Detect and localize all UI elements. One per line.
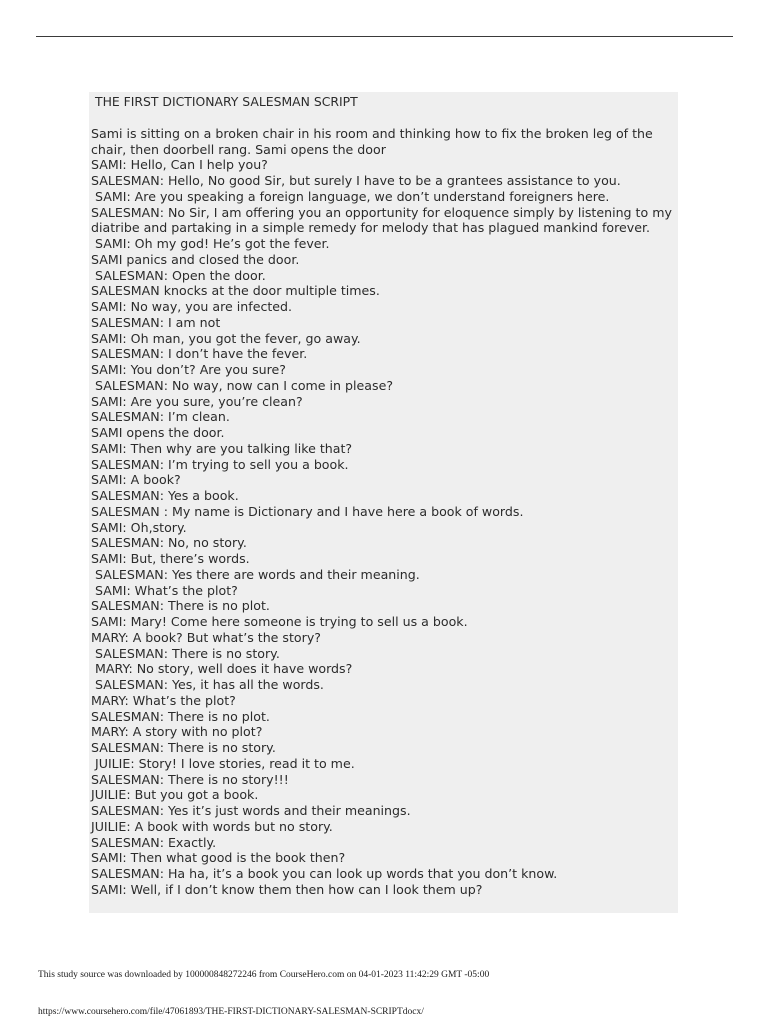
script-line: MARY: A book? But what’s the story? (91, 629, 321, 645)
script-line: SALESMAN: There is no plot. (91, 708, 270, 724)
script-line: SALESMAN: There is no story!!! (91, 771, 289, 787)
script-line: SALESMAN: Hello, No good Sir, but surely I have to be a grantees assistance to you. (91, 173, 621, 188)
download-notice: This study source was downloaded by 100000848272246 from CourseHero.com on 04-01-2023 11:42:29 GMT -05:00 (38, 970, 490, 980)
script-line: SALESMAN: No way, now can I come in please? (91, 377, 393, 393)
script-line: SALESMAN: There is no story. (91, 645, 280, 661)
script-line: SALESMAN: There is no plot. (91, 598, 270, 614)
script-line: SAMI: Oh my god! He’s got the fever. (91, 236, 330, 251)
source-url[interactable]: https://www.coursehero.com/file/47061893/THE-FIRST-DICTIONARY-SALESMAN-SCRIPTdocx/ (38, 1007, 424, 1017)
script-line: MARY: No story, well does it have words? (91, 661, 353, 677)
script-lines (91, 126, 678, 898)
script-line: SALESMAN: No, no story. (91, 535, 247, 551)
script-line: SAMI: Are you speaking a foreign language, we don’t understand foreigners here. (91, 188, 610, 204)
script-line: SAMI panics and closed the door. (91, 251, 300, 267)
script-line: SAMI: You don’t? Are you sure? (91, 362, 286, 377)
script-line: SALESMAN: Yes there are words and their meaning. (91, 566, 420, 582)
script-line: SAMI: What’s the plot? (91, 582, 238, 598)
script-line: SAMI: Are you sure, you’re clean? (91, 393, 303, 409)
top-divider (36, 36, 733, 37)
script-line: SALESMAN: Exactly. (91, 834, 217, 850)
script-line: SALESMAN: There is no story. (91, 740, 276, 755)
script-line: SAMI: Well, if I don’t know them then how can I look them up? (91, 881, 483, 897)
script-line: SAMI: Oh,story. (91, 519, 187, 535)
script-line: SALESMAN: Ha ha, it’s a book you can look up words that you don’t know. (91, 866, 558, 881)
script-line: SAMI: A book? (91, 472, 181, 488)
script-line: SALESMAN: Yes a book. (91, 488, 239, 503)
script-line: MARY: A story with no plot? (91, 724, 263, 740)
script-line: SALESMAN knocks at the door multiple times. (91, 283, 380, 299)
script-line: Sami is sitting on a broken chair in his room and thinking how to fix the broken leg of the chair, then doorbell rang. Sami opens the door (91, 125, 657, 157)
script-line: SALESMAN: Yes it’s just words and their meanings. (91, 803, 411, 818)
script-line: SALESMAN: Yes, it has all the words. (91, 677, 324, 692)
script-line: JUILIE: Story! I love stories, read it to me. (91, 755, 355, 771)
script-line: SAMI opens the door. (91, 425, 225, 440)
script-line: SAMI: Hello, Can I help you? (91, 157, 268, 173)
script-line: SALESMAN: I don’t have the fever. (91, 346, 308, 362)
script-line: SAMI: Mary! Come here someone is trying to sell us a book. (91, 614, 468, 629)
script-line: SAMI: But, there’s words. (91, 551, 250, 566)
script-line: JUILIE: But you got a book. (91, 787, 259, 803)
script-line: JUILIE: A book with words but no story. (91, 818, 333, 834)
script-line: SALESMAN: No Sir, I am offering you an opportunity for eloquence simply by listening to my diatribe and partaking in a simple remedy for melody that has plagued mankind forever. (91, 204, 676, 236)
script-line: SALESMAN: I am not (91, 314, 221, 330)
script-line: SAMI: No way, you are infected. (91, 299, 293, 314)
script-line: SAMI: Then what good is the book then? (91, 850, 346, 866)
script-line: SALESMAN: Open the door. (91, 267, 266, 283)
script-line: MARY: What’s the plot? (91, 692, 236, 708)
script-line: SALESMAN: I’m trying to sell you a book. (91, 456, 349, 472)
script-line: SALESMAN: I’m clean. (91, 409, 230, 425)
script-line: SAMI: Oh man, you got the fever, go away. (91, 330, 361, 346)
script-line: SAMI: Then why are you talking like that? (91, 440, 353, 456)
script-text-box (89, 92, 678, 913)
script-title: THE FIRST DICTIONARY SALESMAN SCRIPT (95, 94, 358, 109)
script-line: SALESMAN : My name is Dictionary and I have here a book of words. (91, 503, 524, 519)
